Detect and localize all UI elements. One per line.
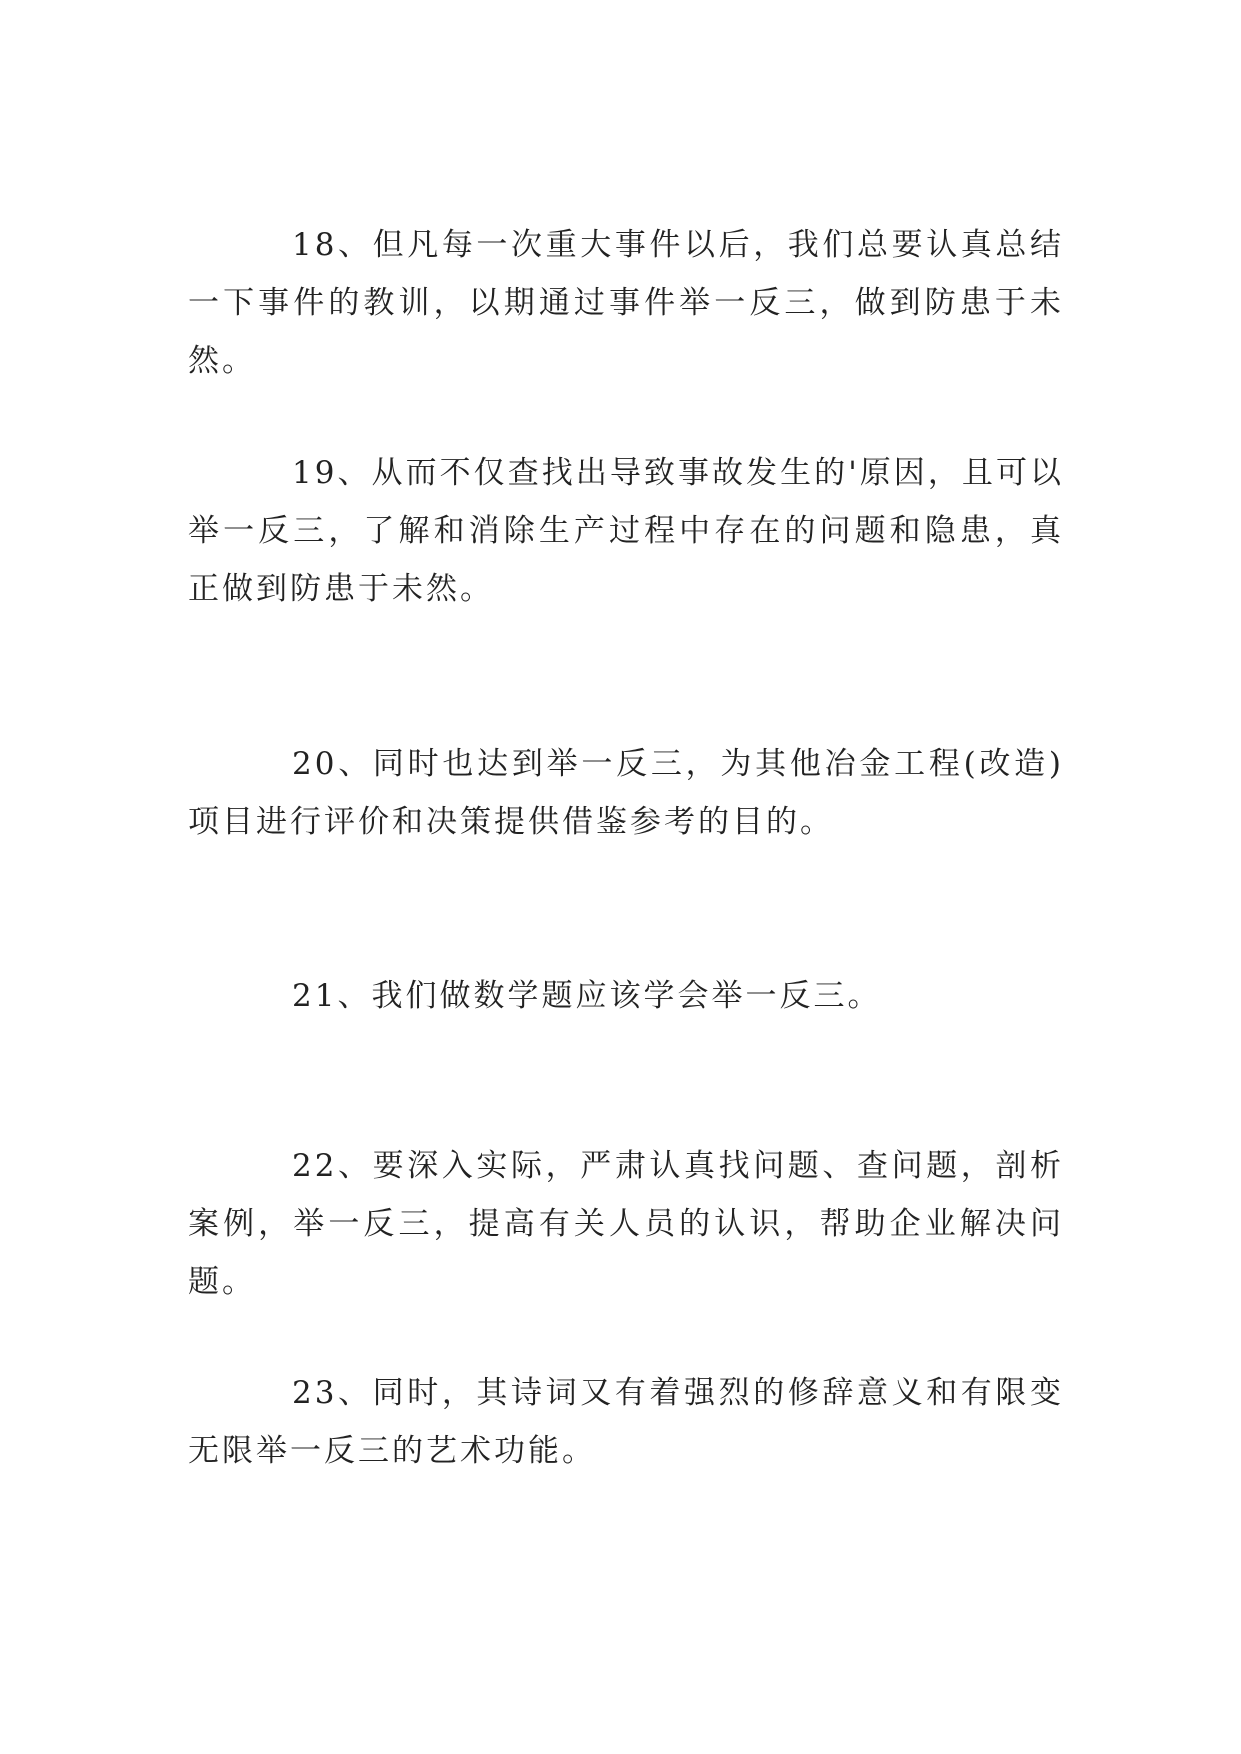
paragraph-22: 22、要深入实际，严肃认真找问题、查问题，剖析案例，举一反三，提高有关人员的认识，帮助企业解决问题。 bbox=[188, 1148, 1064, 1300]
paragraph-23: 23、同时，其诗词又有着强烈的修辞意义和有限变无限举一反三的艺术功能。 bbox=[188, 1375, 1064, 1469]
paragraph-20: 20、同时也达到举一反三，为其他冶金工程(改造)项目进行评价和决策提供借鉴参考的目的。 bbox=[188, 746, 1064, 840]
paragraph-18: 18、但凡每一次重大事件以后，我们总要认真总结一下事件的教训，以期通过事件举一反三，做到防患于未然。 bbox=[188, 227, 1064, 379]
paragraph-19: 19、从而不仅查找出导致事故发生的'原因，且可以举一反三，了解和消除生产过程中存在的问题和隐患，真正做到防患于未然。 bbox=[188, 455, 1064, 607]
paragraph-21: 21、我们做数学题应该学会举一反三。 bbox=[292, 978, 882, 1014]
